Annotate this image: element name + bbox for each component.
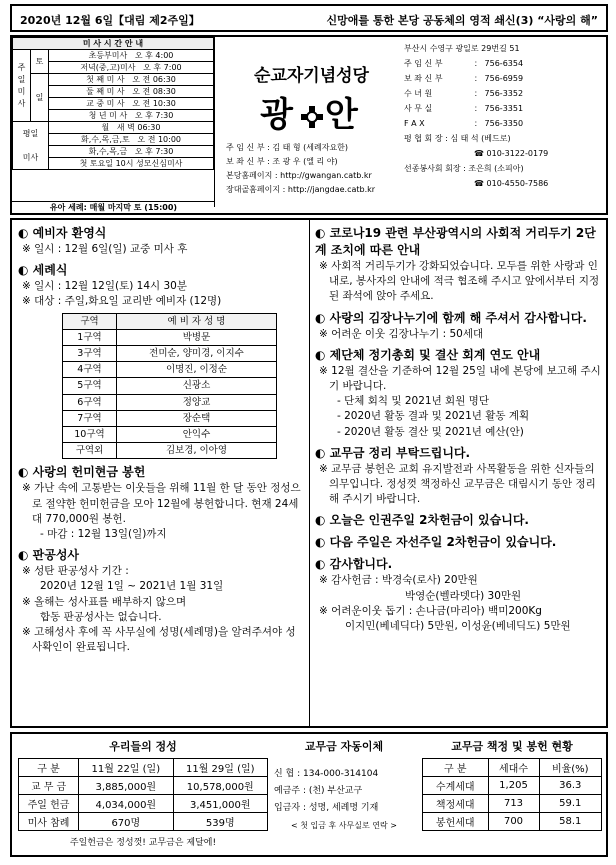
table-row: 주일 헌금 4,034,000원 3,451,000원 [19,795,268,813]
table-row: 4구역 이명진, 이정순 [63,362,277,378]
table-row: 10구역 안익수 [63,427,277,443]
header-box [10,35,608,215]
schedule-caption: 미 사 시 간 안 내 [13,38,214,50]
right-column: ◐ 코로나19 관련 부산광역시의 사회적 거리두기 2단계 조치에 따른 안내 ※ 사회적 거리두기가 강화되었습니다. 모두를 위한 사랑과 인내로, 봉사자의 안내에 적극 협조해 주시고 앞에서부터 지정된 좌석에 앉아 주세요. ◐ 사랑의 김장나누기에 함께 해 주셔서 감사합니다. ※ 어려운 이웃 김장나누기 : 50세대 ◐ 제단체 정기총회 및 결산 회계 연도 안내 ※ 12월 결산을 기준하여 12월 25일 내에 본당에 보고해 주시기 바랍니다. - 단체 회칙 및 2021년 회원 명단 - 2020년 활동 결과 및 2021년 활동 계획 - 2020년 활동 결산 및 2021년 예산(안) ◐ 교무금 정리 부탁드립니다. ※ 교무금 봉헌은 교회 유지발전과 사목활동을 위한 신자들의 의무입니다. 정성껏 책정하신 교무금은 대림시기 동안 정리해 주시기 바랍니다. ◐ 오늘은 인권주일 2차헌금이 있습니다. ◐ 다음 주일은 자선주일 2차헌금이 있습니다. ◐ 감사합니다. ※ 감사헌금 : 박경숙(로사) 20만원 박영순(벨라뎃다) 30만원 ※ 어려운이웃 돕기 : 손나금(마리아) 백미200Kg 이지민(베네딕다) 5만원, 이성윤(베네딕도) 5만원 [315,220,603,634]
catechumen-table: 구역 예 비 자 성 명 1구역 박병문 3구역 전미순, 양미경, 이지수 4구역 이명진, 이정순 5구역 신광소 6구역 정양교 7구역 장순택 10구역 안익수 구역외 김보경, 이아영 [62,313,277,460]
weekday-mass-label: 평일 미사 [13,122,49,170]
section-rice-offering: ◐ 사랑의 헌미현금 봉헌 [18,465,146,480]
church-masthead [218,37,398,213]
section-general-meeting: ◐ 제단체 정기총회 및 결산 회계 연도 안내 [315,347,541,362]
section-baptism: ◐ 세례식 [18,263,68,278]
table-row: 미사 참례 670명 539명 [19,813,268,831]
table-row: 수계세대 1,205 36.3 [423,777,602,795]
sunday-mass-label: 주 일 미 사 [13,50,31,122]
bulletin-title: 광 안 [260,95,364,135]
table-row: 1구역 박병문 [63,329,277,345]
section-covid: ◐ 코로나19 관련 부산광역시의 사회적 거리두기 2단계 조치에 따른 안내 [315,226,596,257]
table-row: 3구역 전미순, 양미경, 이지수 [63,346,277,362]
auto-transfer: 교무금 자동이체 신 협 : 134-000-314104 예금주 : (천) 부산교구 입금자 : 성명, 세례명 기재 < 첫 입금 후 사무실로 연락 > [274,740,397,830]
dues-status-table: 구 분 세대수 비율(%) 수계세대 1,205 36.3 책정세대 713 59.1 봉헌세대 700 58.1 [422,758,602,831]
section-confession: ◐ 판공성사 [18,548,80,563]
mass-schedule: 미 사 시 간 안 내 주 일 미 사 토 초등부미사 오 후 4:00 저녁(중,고)미사 오 후 7:00 일 첫 째 미 사 오 전 06:30 둘 째 미 사 오 전 08:30 교 중 미 사 오 전 10:30 청 년 미 사 오 후 7:30 평일 미사 월 새 벽 06:30 화,수,목,금,토 오 전 10:00 화,수,목,금 오 후 7:30 첫 토요일 10시 성모신심미사 유아 세례: 매월 마지막 토 (15:00) [12,37,215,207]
staff-list: 주 임 신 부 : 김 태 형 (세례자요한) 보 좌 신 부 : 조 광 우 (엘 리 야) 본당홈페이지 : http://gwangan.catb.kr 장대골홈페이지 : http://jangdae.catb.kr [226,141,375,197]
homepage-link[interactable]: 본당홈페이지 : http://gwangan.catb.kr [226,171,372,180]
church-name: 순교자기념성당 [254,66,369,86]
table-row: 6구역 정양교 [63,394,277,410]
cross-emblem-icon [299,104,325,130]
column-divider [309,218,310,728]
table-row: 구역외 김보경, 이아영 [63,443,277,459]
section-charity: ◐ 다음 주일은 자선주일 2차헌금이 있습니다. [315,535,557,550]
date-liturgy: 2020년 12월 6일【대림 제2주일】 [20,14,200,27]
section-catechumen: ◐ 예비자 환영식 [18,226,107,240]
bottom-box [10,732,608,857]
table-row: 7구역 장순택 [63,410,277,426]
offering-table: 구 분 11월 22일 (일) 11월 29일 (일) 교 무 금 3,885,000원 10,578,000원 주일 헌금 4,034,000원 3,451,000원 미사 참례 670명 539명 [18,758,268,831]
section-thanks: ◐ 감사합니다. [315,557,393,572]
dues-status: 교무금 책정 및 봉헌 현황 구 분 세대수 비율(%) 수계세대 1,205 36.3 책정세대 713 59.1 봉헌세대 700 58.1 [422,738,602,831]
motto: 신망애를 통한 본당 공동체의 영적 쇄신(3) “사랑의 해” [326,14,598,27]
left-column: ◐ 예비자 환영식 ※ 일시 : 12월 6일(일) 교중 미사 후 ◐ 세례식 ※ 일시 : 12월 12일(토) 14시 30분 ※ 대상 : 주일,화요일 교리반 예비자 (12명) 구역 예 비 자 성 명 1구역 박병문 3구역 전미순, 양미경, 이지수 4구역 이명진, 이정순 5구역 신광소 6구역 정양교 7구역 장순택 10구역 안익수 구역외 김보경, 이아영 ◐ 사랑의 헌미현금 봉헌 ※ 가난 속에 고통받는 이웃들을 위해 11월 한 달 동안 정성으로 절약한 헌미헌금을 모아 12월에 봉헌합니다. 현재 24세대 770,000원 봉헌. - 마감 : 12월 13일(일)까지 ◐ 판공성사 ※ 성탄 판공성사 기간 : 2020년 12월 1일 ~ 2021년 1월 31일 ※ 올해는 성사표를 배부하지 않으며 합동 판공성사는 없습니다. ※ 고해성사 후에 꼭 사무실에 성명(세례명)을 알려주셔야 성사확인이 완료됩니다. [18,220,304,655]
table-row: 교 무 금 3,885,000원 10,578,000원 [19,777,268,795]
contact-info: 부산시 수영구 광일로 29번길 51 주 임 신 부 ： 756-6354 보 좌 신 부 ： 756-6959 수 녀 원 ： 756-3352 사 무 실 ： 756-3351 F A X ： 756-3350 평 협 회 장 : 심 태 석 (베드로) ☎ 010-3122-0179 선종봉사회 회장 : 조은희 (소피아) ☎ 010-4550-7586 [404,44,549,188]
section-kimchi: ◐ 사랑의 김장나누기에 함께 해 주셔서 감사합니다. [315,310,587,325]
offering-summary: 우리들의 정성 구 분 11월 22일 (일) 11월 29일 (일) 교 무 금 3,885,000원 10,578,000원 주일 헌금 4,034,000원 3,451,000원 미사 참례 670명 539명 주일헌금은 정성껏! 교무금은 제달에! [18,738,268,848]
section-dues: ◐ 교무금 정리 부탁드립니다. [315,445,471,460]
infant-baptism: 유아 세례: 매월 마지막 토 (15:00) [12,201,215,213]
table-row: 봉헌세대 700 58.1 [423,813,602,831]
top-banner [10,4,608,32]
section-human-rights: ◐ 오늘은 인권주일 2차헌금이 있습니다. [315,513,529,528]
offering-note: 주일헌금은 정성껏! 교무금은 제달에! [69,838,217,848]
jangdae-link[interactable]: 장대골홈페이지 : http://jangdae.catb.kr [226,185,376,194]
table-row: 책정세대 713 59.1 [423,795,602,813]
table-row: 5구역 신광소 [63,378,277,394]
